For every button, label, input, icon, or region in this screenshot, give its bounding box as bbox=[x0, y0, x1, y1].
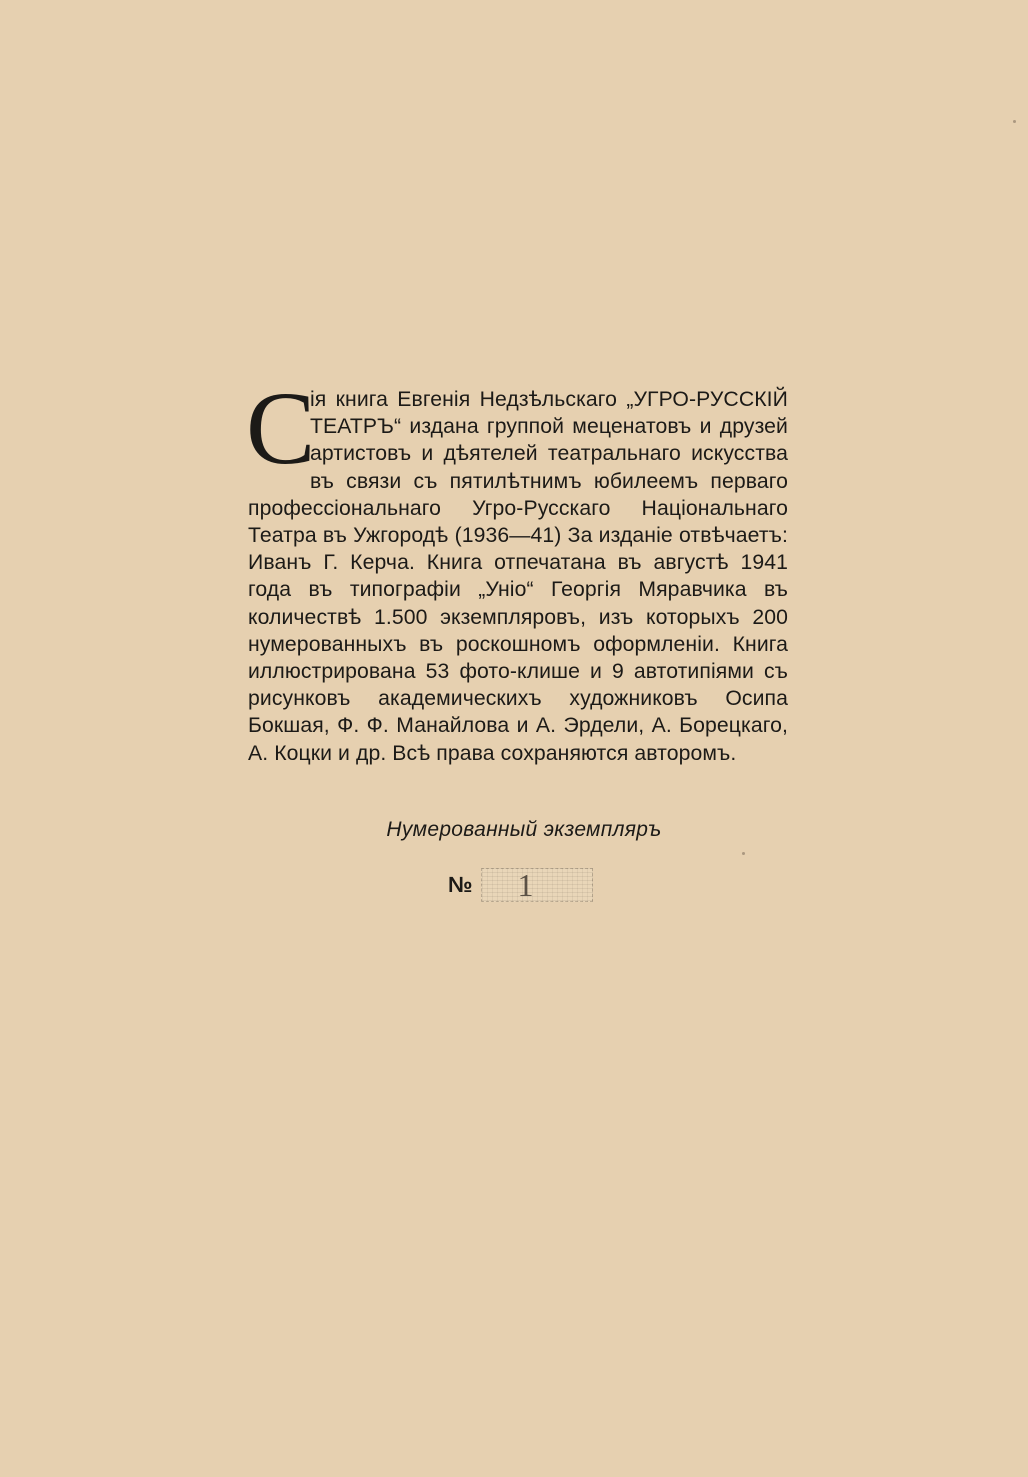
colophon-text: ія книга Евгенія Недзѣльскаго „УГРО-РУССКІЙ ТЕАТРЪ“ издана группой меценатовъ и друзей артистовъ и дѣятелей театральнаго искусства въ связи съ пятилѣтнимъ юбилеемъ перваго профессіональнаго Угро-Русскаго Національнаго Театра въ Ужгородѣ (1936—41) За изданіе отвѣчаетъ: Иванъ Г. Керча. Книга отпечатана въ августѣ 1941 года въ типографіи „Уніо“ Георгія Мяравчика въ количествѣ 1.500 экземпляровъ, изъ которыхъ 200 нумерованныхъ въ роскошномъ оформленіи. Книга иллюстрирована 53 фото-клише и 9 автотипіями съ рисунковъ академическихъ художниковъ Осипа Бокшая, Ф. Ф. Манайлова и А. Эрдели, А. Борецкаго, А. Коцки и др. Всѣ права сохраняются авторомъ. bbox=[248, 388, 788, 765]
number-sign: № bbox=[448, 872, 473, 897]
copy-number-field bbox=[481, 868, 593, 902]
paper-speck bbox=[742, 852, 745, 855]
colophon-block bbox=[246, 371, 788, 767]
numbered-copy-label: Нумерованный экземпляръ bbox=[386, 818, 662, 841]
paper-speck bbox=[1013, 120, 1016, 123]
copy-number-row bbox=[448, 866, 593, 904]
drop-cap: С bbox=[246, 371, 316, 486]
copy-number-value: 1 bbox=[517, 867, 534, 903]
